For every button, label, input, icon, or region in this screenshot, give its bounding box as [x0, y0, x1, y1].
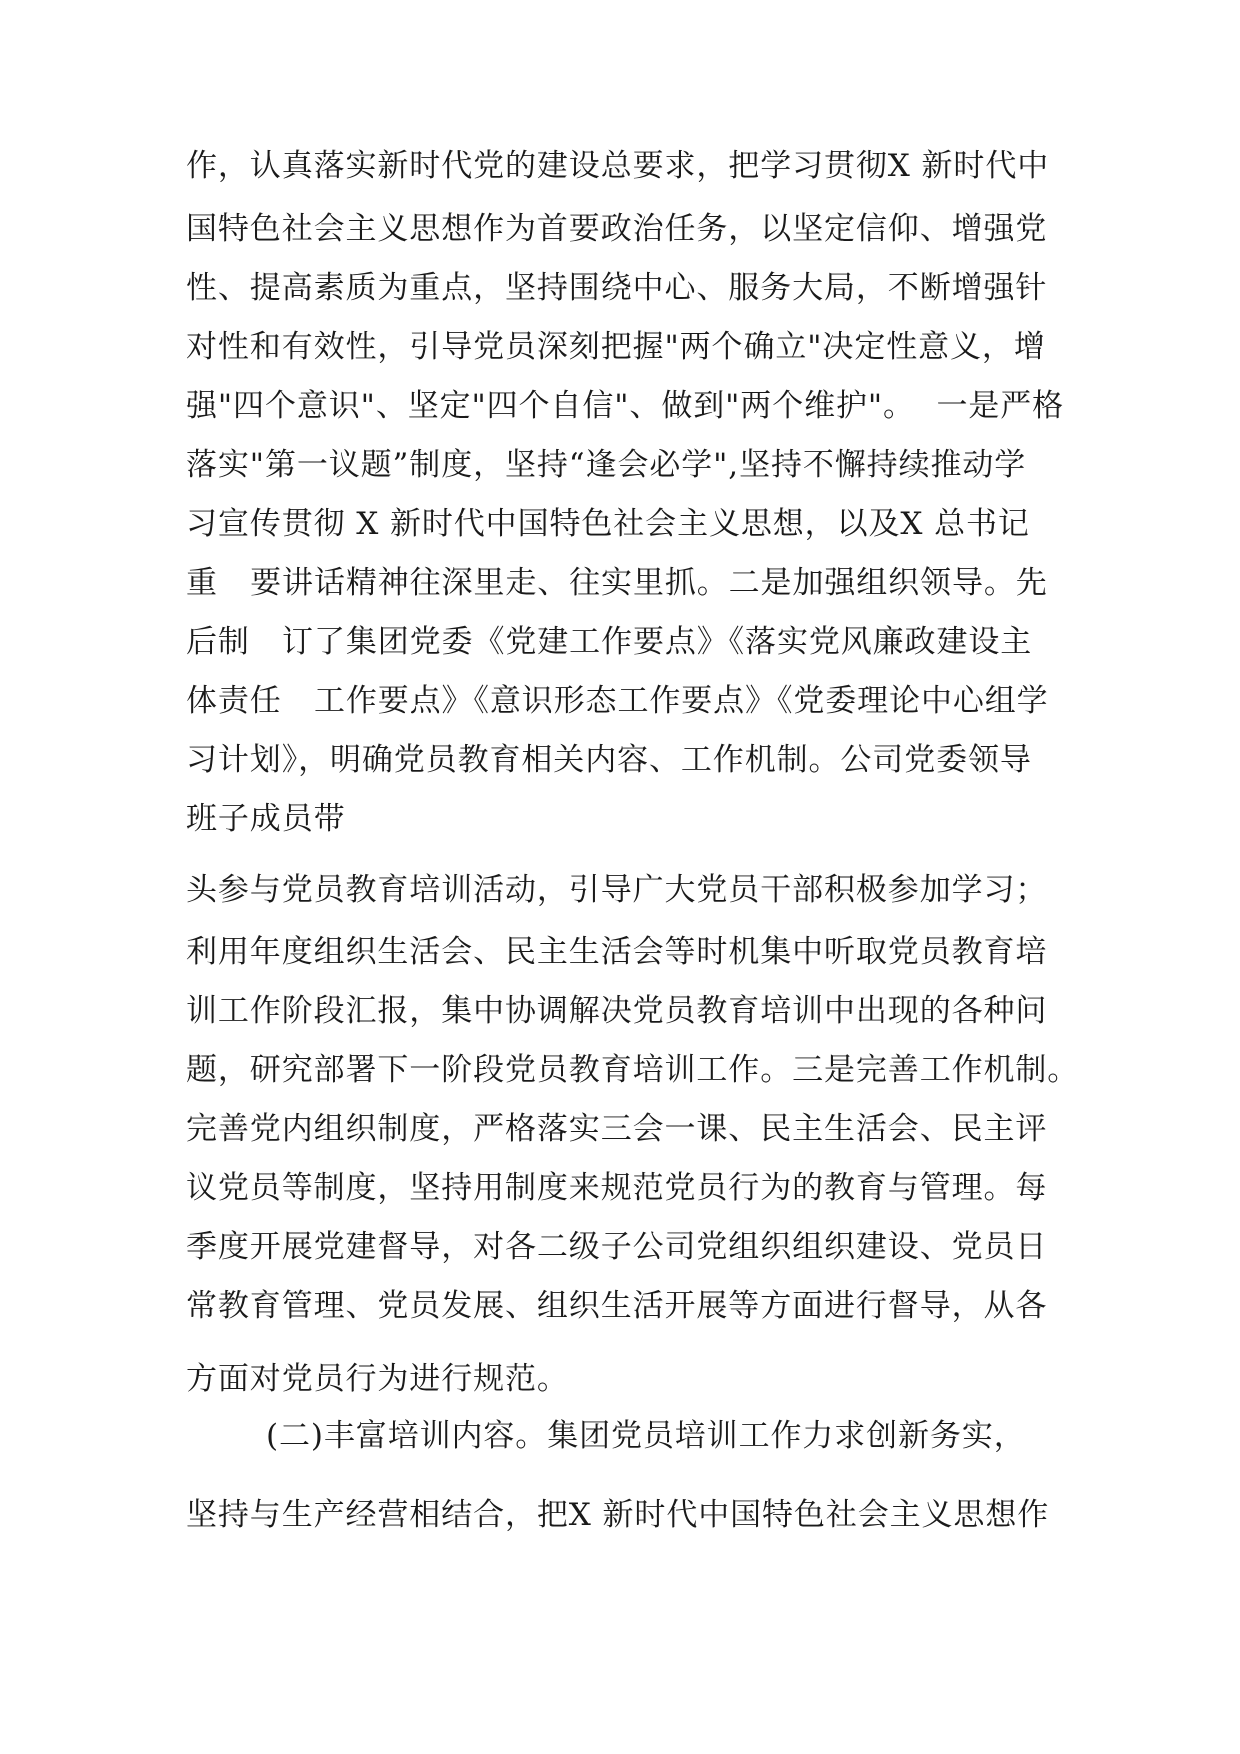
text-line: 季度开展党建督导，对各二级子公司党组织组织建设、党员日: [186, 1229, 1048, 1265]
text-line: 班子成员带: [186, 801, 346, 837]
text-line: 落实"第一议题”制度，坚持“逢会必学",坚持不懈持续推动学: [186, 447, 1027, 483]
text-line: 重 要讲话精神往深里走、往实里抓。二是加强组织领导。先: [186, 565, 1048, 601]
text-line: 头参与党员教育培训活动，引导广大党员干部积极参加学习；: [186, 872, 1048, 908]
text-line: 议党员等制度，坚持用制度来规范党员行为的教育与管理。每: [186, 1170, 1048, 1206]
section-heading-line: (二)丰富培训内容。集团党员培训工作力求创新务实，: [266, 1418, 1026, 1454]
text-line: 后制 订了集团党委《党建工作要点》《落实党风廉政建设主: [186, 624, 1033, 660]
text-line: 作，认真落实新时代党的建设总要求，把学习贯彻X 新时代中: [186, 148, 1050, 184]
text-line: 强"四个意识"、坚定"四个自信"、做到"两个维护"。 一是严格: [186, 388, 1065, 424]
text-line: 方面对党员行为进行规范。: [186, 1361, 569, 1397]
text-line: 习宣传贯彻 X 新时代中国特色社会主义思想，以及X 总书记: [186, 506, 1030, 542]
text-line: 利用年度组织生活会、民主生活会等时机集中听取党员教育培: [186, 934, 1048, 970]
text-line: 常教育管理、党员发展、组织生活开展等方面进行督导，从各: [186, 1288, 1048, 1324]
text-line: 题，研究部署下一阶段党员教育培训工作。三是完善工作机制。: [186, 1052, 1080, 1088]
text-line: 体责任 工作要点》《意识形态工作要点》《党委理论中心组学: [186, 683, 1049, 719]
text-line: 习计划》，明确党员教育相关内容、工作机制。公司党委领导: [186, 742, 1032, 778]
text-line: 坚持与生产经营相结合，把X 新时代中国特色社会主义思想作: [186, 1497, 1050, 1533]
text-line: 完善党内组织制度，严格落实三会一课、民主生活会、民主评: [186, 1111, 1048, 1147]
text-line: 对性和有效性，引导党员深刻把握"两个确立"决定性意义，增: [186, 329, 1046, 365]
text-line: 国特色社会主义思想作为首要政治任务，以坚定信仰、增强党: [186, 211, 1048, 247]
text-line: 性、提高素质为重点，坚持围绕中心、服务大局，不断增强针: [186, 270, 1048, 306]
text-line: 训工作阶段汇报，集中协调解决党员教育培训中出现的各种问: [186, 993, 1048, 1029]
